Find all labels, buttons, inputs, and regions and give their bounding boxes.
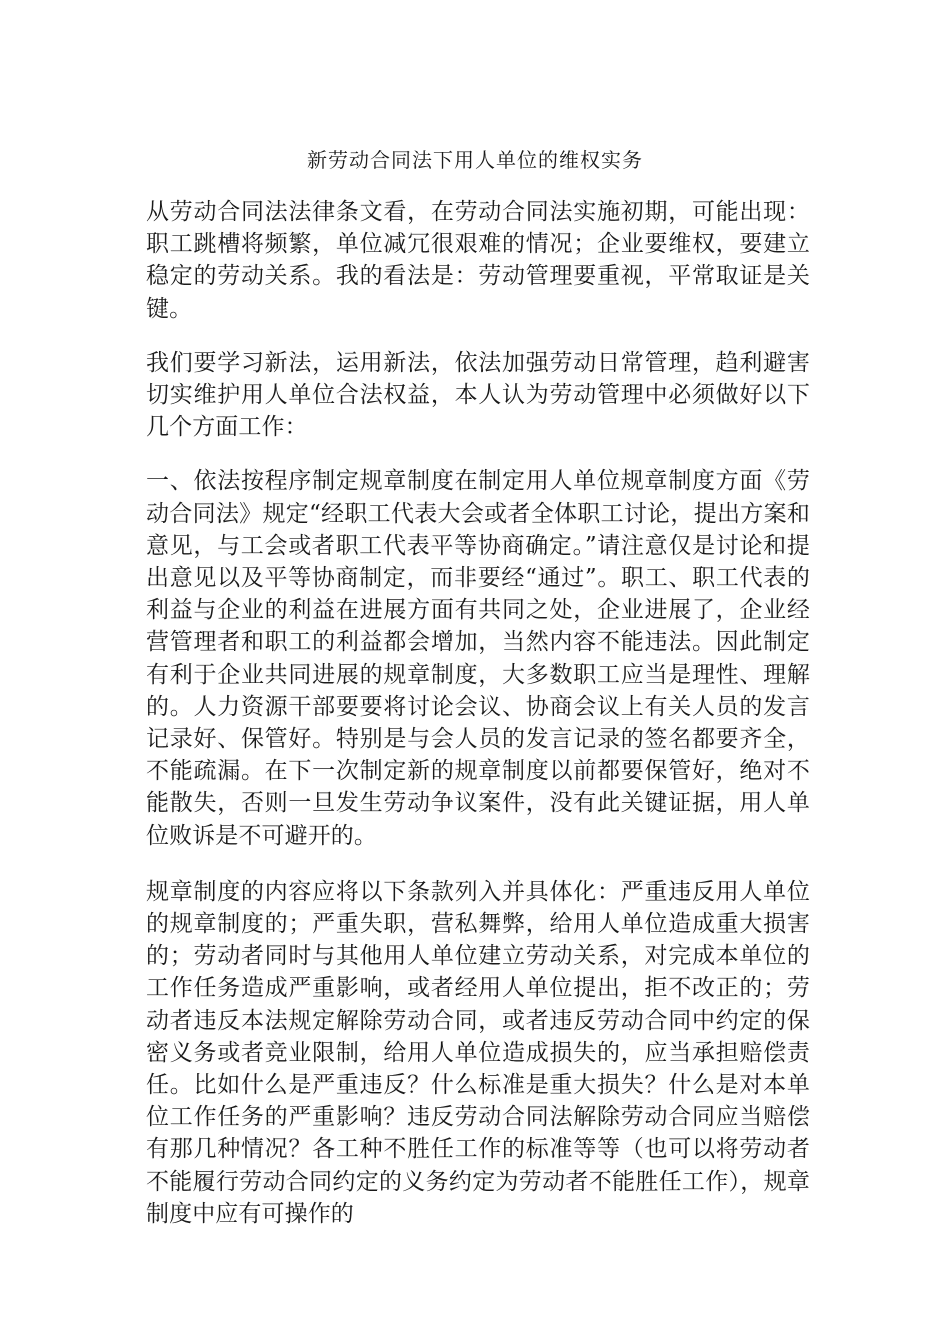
document-title: 新劳动合同法下用人单位的维权实务	[307, 148, 643, 172]
paragraph-4: 规章制度的内容应将以下条款列入并具体化：严重违反用人单位的规章制度的；严重失职，营私舞弊，给用人单位造成重大损害的；劳动者同时与其他用人单位建立劳动关系，对完成本单位的工作任务造成严重影响，或者经用人单位提出，拒不改正的；劳动者违反本法规定解除劳动合同，或者违反劳动合同中约定的保密义务或者竞业限制，给用人单位造成损失的，应当承担赔偿责任。比如什么是严重违反？什么标准是重大损失？什么是对本单位工作任务的严重影响？违反劳动合同法解除劳动合同应当赔偿有那几种情况？各工种不胜任工作的标准等等（也可以将劳动者不能履行劳动合同约定的义务约定为劳动者不能胜任工作），规章制度中应有可操作的	[146, 878, 810, 1227]
paragraph-3: 一、依法按程序制定规章制度在制定用人单位规章制度方面《劳动合同法》规定“经职工代表大会或者全体职工讨论，提出方案和意见，与工会或者职工代表平等协商确定。”请注意仅是讨论和提出意见以及平等协商制定，而非要经“通过”。职工、职工代表的利益与企业的利益在进展方面有共同之处，企业进展了，企业经营管理者和职工的利益都会增加，当然内容不能违法。因此制定有利于企业共同进展的规章制度，大多数职工应当是理性、理解的。人力资源干部要要将讨论会议、协商会议上有关人员的发言记录好、保管好。特别是与会人员的发言记录的签名都要齐全，不能疏漏。在下一次制定新的规章制度以前都要保管好，绝对不能散失，否则一旦发生劳动争议案件，没有此关键证据，用人单位败诉是不可避开的。	[146, 468, 810, 849]
document-body	[146, 196, 810, 1253]
paragraph-1: 从劳动合同法法律条文看，在劳动合同法实施初期，可能出现：职工跳槽将频繁，单位减冗很艰难的情况；企业要维权，要建立稳定的劳动关系。我的看法是：劳动管理要重视，平常取证是关键。	[146, 199, 810, 322]
paragraph-2: 我们要学习新法，运用新法，依法加强劳动日常管理，趋利避害切实维护用人单位合法权益，本人认为劳动管理中必须做好以下几个方面工作：	[146, 349, 810, 441]
